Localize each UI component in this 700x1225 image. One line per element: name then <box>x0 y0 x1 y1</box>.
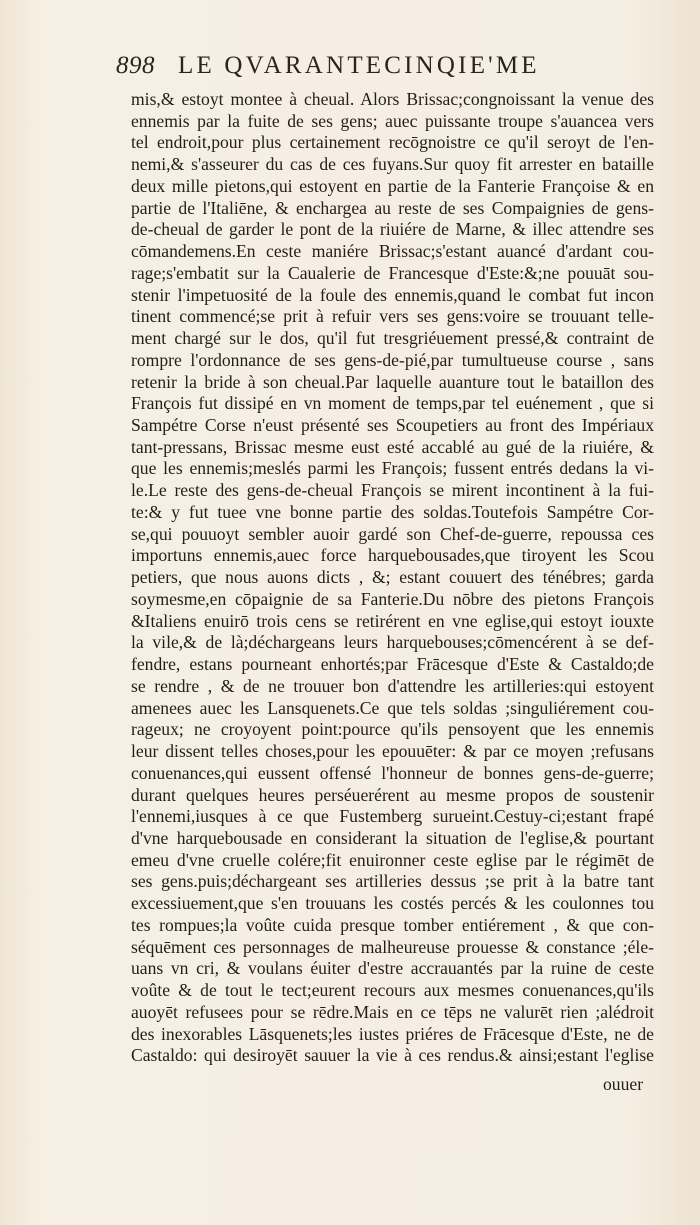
text-line: d'vne harquebousade en considerant la situation de l'eglise,& pourtant <box>131 827 654 848</box>
text-line: des inexorables Lāsquenets;les iustes priéres de Frācesque d'Este, ne de <box>131 1023 654 1044</box>
text-line: se rendre , & de ne trouuer bon d'attendre les artilleries:qui estoyent <box>131 675 654 696</box>
text-line: séquēment ces personnages de malheureuse prouesse & constance ;éle- <box>131 936 654 957</box>
text-line: rompre l'ordonnance de ses gens-de-pié,par tumultueuse course , sans <box>131 349 654 370</box>
text-line: l'ennemi,iusques à ce que Fustemberg surueint.Cestuy-ci;estant frapé <box>131 806 654 827</box>
catchword: ouuer <box>603 1074 644 1094</box>
text-line: cōmandemens.En ceste maniére Brissac;s'estant auancé d'ardant cou- <box>131 241 654 262</box>
text-line: deux mille pietons,qui estoyent en partie de la Fanterie Françoise & en <box>131 175 654 196</box>
text-line: stenir l'impetuosité de la foule des ennemis,quand le combat fut incon <box>131 284 654 305</box>
text-line: voûte & de tout le tect;eurent recours aux mesmes conuenances,qu'ils <box>131 980 654 1001</box>
text-line: fendre, estans pourneant enhortés;par Frācesque d'Este & Castaldo;de <box>131 654 654 675</box>
text-line: Sampétre Corse n'eust présenté ses Scoupetiers au front des Impériaux <box>131 415 654 436</box>
text-line: la vile,& de là;déchargeans leurs harquebouses;cōmencérent à se def- <box>131 632 654 653</box>
text-line: partie de l'Italiēne, & enchargea au reste de ses Compaignies de gens- <box>131 197 654 218</box>
page-number: 898 <box>116 52 155 79</box>
text-line: ennemis par la fuite de ses gens; auec puissante troupe s'auancea vers <box>131 110 654 131</box>
text-line: Castaldo: qui desiroyēt sauuer la vie à ces rendus.& ainsi;estant l'eglise <box>131 1045 654 1066</box>
text-line: emeu d'vne cruelle colére;fit enuironner ceste eglise par le régimēt de <box>131 849 654 870</box>
main-text-block <box>131 89 654 1067</box>
text-line: amenees auec les Lansquenets.Ce que tels soldas ;singuliérement cou- <box>131 697 654 718</box>
text-line: rage;s'embatit sur la Caualerie de Francesque d'Este:&;ne pouuāt sou- <box>131 262 654 283</box>
text-line: leur dissent telles choses,pour les epouuēter: & par ce moyen ;refusans <box>131 741 654 762</box>
text-line: tes rompues;la voûte cuida presque tomber entiérement , & que con- <box>131 914 654 935</box>
text-line: le.Le reste des gens-de-cheual François se mirent incontinent à la fui- <box>131 480 654 501</box>
text-line: auoyēt refusees pour se rēdre.Mais en ce tēps ne valurēt rien ;alédroit <box>131 1001 654 1022</box>
text-line: François fut dissipé en vn moment de temps,par tel euénement , que si <box>131 393 654 414</box>
text-line: &Italiens enuirō trois cens se retirérent en vne eglise,qui estoyt iouxte <box>131 610 654 631</box>
text-line: conuenances,qui eussent offensé l'honneur de bonnes gens-de-guerre; <box>131 762 654 783</box>
text-line: mis,& estoyt montee à cheual. Alors Brissac;congnoissant la venue des <box>131 89 654 109</box>
text-line: de-cheual de garder le pont de la riuiére de Marne, & illec attendre ses <box>131 219 654 240</box>
text-line: que les ennemis;meslés parmi les François; fussent entrés dedans la vi- <box>131 458 654 479</box>
text-line: importuns ennemis,auec force harquebousades,que tiroyent les Scou <box>131 545 654 566</box>
text-line: se,qui pouuoyt sembler auoir gardé son Chef-de-guerre, repoussa ces <box>131 523 654 544</box>
text-line: retenir la bride à son cheual.Par laquelle auanture tout le bataillon des <box>131 371 654 392</box>
text-line: rageux; ne croyoyent point:pource qu'ils pensoyent que les ennemis <box>131 719 654 740</box>
running-title: LE QVARANTECINQIE'ME <box>178 52 540 79</box>
text-line: petiers, que nous auons dicts , &; estant couuert des ténébres; garda <box>131 567 654 588</box>
text-line: ses gens.puis;déchargeant ses artilleries dessus ;se prit à la batre tant <box>131 871 654 892</box>
text-line: tel endroit,pour plus certainement recōgnoistre ce qu'il seroyt de l'en- <box>131 132 654 153</box>
text-line: uans vn cri, & voulans éuiter d'estre accrauantés par la ruine de ceste <box>131 958 654 979</box>
text-line: durant quelques heures perséuerérent au mesme propos de soustenir <box>131 784 654 805</box>
text-line: tinent commencé;se prit à refuir vers ses gens:voire se trouuant telle- <box>131 306 654 327</box>
text-line: tant-pressans, Brissac mesme eust esté accablé au gué de la riuiére, & <box>131 436 654 457</box>
text-line: soymesme,en cōpaignie de sa Fanterie.Du nōbre des pietons François <box>131 588 654 609</box>
text-line: nemi,& s'asseurer du cas de ces fuyans.Sur quoy fit arrester en bataille <box>131 154 654 175</box>
page-header <box>116 52 596 86</box>
text-line: ment chargé sur le dos, qu'il fut tresgriéuement pressé,& contraint de <box>131 328 654 349</box>
text-line: te:& y fut tuee vne bonne partie des soldas.Toutefois Sampétre Cor- <box>131 501 654 522</box>
text-line: excessiuement,que s'en trouuans les costés percés & les coulonnes tou <box>131 893 654 914</box>
